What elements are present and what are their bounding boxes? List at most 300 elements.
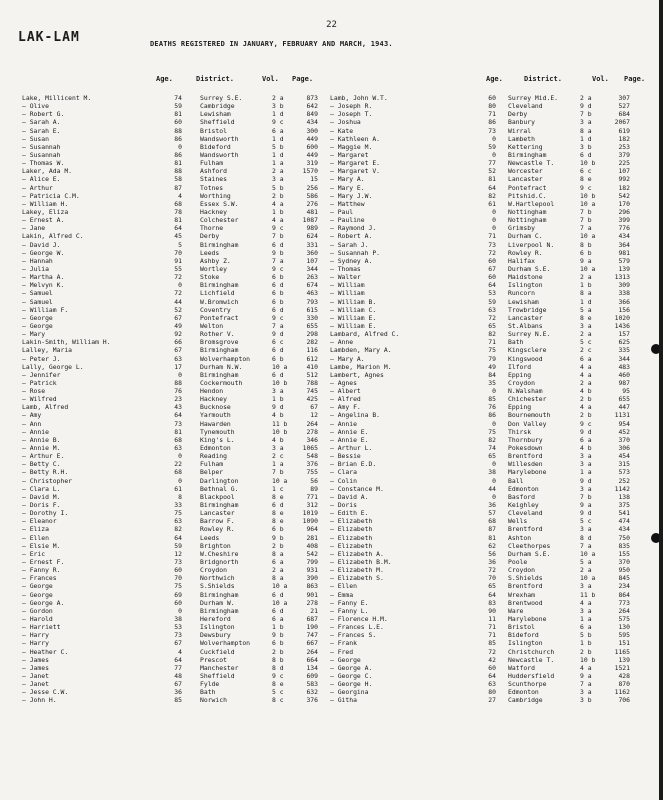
entry-page: 788 [306, 378, 318, 387]
entry-age: 60 [488, 663, 496, 672]
entry-vol: 7 a [580, 541, 592, 550]
entry-district: Derby [508, 110, 528, 119]
entry-page: 1065 [302, 444, 318, 453]
entry-district: Wortley [200, 264, 227, 273]
header-vol-left: Vol. [262, 75, 279, 83]
entry-age: 57 [488, 509, 496, 518]
entry-vol: 3 a [580, 582, 592, 591]
entry-age: 0 [492, 476, 496, 485]
entry-vol: 7 a [580, 224, 592, 233]
entry-vol: 10 b [580, 159, 596, 168]
entry-vol: 6 d [272, 305, 284, 314]
entry-age: 70 [488, 574, 496, 583]
entry-name: — Thomas [330, 264, 361, 273]
entry-age: 81 [174, 159, 182, 168]
entry-age: 86 [488, 411, 496, 420]
page-title: DEATHS REGISTERED IN JANUARY, FEBRUARY AND MARCH, 1943. [150, 40, 393, 48]
entry-vol: 7 a [272, 321, 284, 330]
entry-name: — Susannah [22, 150, 61, 159]
entry-vol: 1 b [272, 623, 284, 632]
header-vol-right: Vol. [592, 75, 609, 83]
entry-vol: 4 a [272, 199, 284, 208]
entry-district: Coventry [200, 305, 231, 314]
entry-page: 376 [306, 460, 318, 469]
entry-age: 72 [488, 313, 496, 322]
entry-vol: 2 a [272, 94, 284, 102]
entry-name: — Brian E.D. [330, 460, 377, 469]
entry-age: 90 [488, 606, 496, 615]
entry-age: 4 [178, 647, 182, 656]
entry-vol: 4 b [272, 411, 284, 420]
entry-district: Sheffield [200, 118, 235, 127]
entry-vol: 3 b [580, 696, 592, 705]
entry-name: — Hannah [22, 256, 53, 265]
entry-name: — Frances L.E. [330, 623, 384, 632]
entry-district: Islington [508, 281, 543, 290]
entry-district: Pitshid.C. [508, 191, 547, 200]
entry-vol: 5 a [580, 305, 592, 314]
entry-district: Pontefract [200, 313, 239, 322]
entry-vol: 3 a [580, 606, 592, 615]
entry-name: — George [22, 590, 53, 599]
entry-vol: 1 a [580, 615, 592, 623]
entry-age: 0 [492, 150, 496, 159]
entry-age: 60 [488, 256, 496, 265]
entry-vol: 2 b [272, 541, 284, 550]
entry-name: — William C. [330, 305, 377, 314]
entry-vol: 1 a [272, 460, 284, 469]
entry-name: — Elizabeth [330, 517, 373, 526]
entry-page: 454 [618, 452, 630, 461]
entry-district: Staines [200, 175, 227, 184]
entry-district: Ashton [508, 533, 532, 542]
entry-age: 43 [174, 403, 182, 412]
entry-vol: 6 b [272, 525, 284, 534]
entry-vol: 6 a [580, 435, 592, 444]
entry-vol: 7 b [580, 492, 592, 501]
entry-vol: 6 a [272, 558, 284, 567]
entry-age: 77 [174, 663, 182, 672]
entry-page: 281 [306, 533, 318, 542]
entry-district: Islington [200, 623, 235, 632]
entry-page: 2067 [614, 118, 630, 127]
entry-vol: 10 a [580, 264, 596, 273]
entry-page: 747 [306, 631, 318, 640]
entry-district: W.Cheshire [200, 549, 239, 558]
entry-page: 600 [306, 142, 318, 151]
entry-vol: 7 a [272, 256, 284, 265]
entry-district: Fylde [200, 680, 220, 689]
entry-district: Tynemouth [200, 427, 235, 436]
entry-district: Birmingham [200, 346, 239, 355]
entry-age: 63 [174, 354, 182, 363]
entry-age: 76 [488, 403, 496, 412]
entry-age: 8 [178, 492, 182, 501]
entry-vol: 4 b [272, 435, 284, 444]
entry-age: 71 [488, 338, 496, 347]
entry-age: 64 [488, 590, 496, 599]
entry-name: — Jane [22, 224, 46, 233]
entry-age: 72 [488, 566, 496, 575]
entry-name: — Doris [330, 501, 357, 510]
entry-vol: 3 a [580, 452, 592, 461]
entry-age: 58 [174, 175, 182, 184]
entry-name: — Anne [330, 338, 354, 347]
entry-name: — Rose [22, 387, 46, 396]
entry-vol: 9 d [272, 330, 284, 339]
entry-name: — Heather C. [22, 647, 69, 656]
entry-district: Durham W. [200, 598, 235, 607]
entry-age: 67 [174, 680, 182, 689]
entry-district: King's L. [200, 435, 235, 444]
entry-page: 864 [618, 590, 630, 599]
entry-page: 370 [618, 435, 630, 444]
entry-page: 155 [618, 549, 630, 558]
entry-vol: 10 a [272, 362, 288, 371]
entry-district: Islington [508, 639, 543, 648]
header-page-right: Page. [624, 75, 646, 83]
entry-name: — Joseph R. [330, 102, 373, 111]
entry-name: Lambard, Alfred C. [330, 330, 400, 339]
entry-page: 583 [306, 680, 318, 689]
entry-district: N.Walsham [508, 387, 543, 396]
entry-district: Ashford [200, 167, 227, 176]
entry-district: Nottingham [508, 216, 547, 225]
entry-name: — Olive [22, 102, 49, 111]
entry-name: — Arthur E. [22, 452, 65, 461]
entry-age: 61 [174, 484, 182, 493]
entry-age: 87 [174, 183, 182, 192]
entry-age: 85 [488, 395, 496, 404]
entry-page: 256 [306, 183, 318, 192]
entry-district: Croydon [508, 566, 535, 575]
entry-vol: 6 d [272, 370, 284, 379]
entry-page: 15 [310, 175, 318, 184]
entry-district: Nottingham [508, 207, 547, 216]
entry-name: — Robert A. [330, 232, 373, 241]
entry-name: — Elizabeth [330, 533, 373, 542]
entry-district: Pontefract [508, 183, 547, 192]
entry-district: Bromsgrove [200, 338, 239, 347]
entry-district: Durham C. [508, 232, 543, 241]
entry-district: Epping [508, 370, 532, 379]
entry-vol: 10 a [580, 574, 596, 583]
entry-name: — Susannah P. [330, 248, 381, 257]
entry-district: Surrey Mid.E. [508, 94, 559, 102]
entry-vol: 3 b [580, 142, 592, 151]
entry-vol: 4 a [580, 370, 592, 379]
entry-age: 71 [488, 232, 496, 241]
entry-name: — William [330, 289, 365, 298]
entry-age: 75 [488, 346, 496, 355]
entry-name: — Ernest F. [22, 558, 65, 567]
entry-vol: 8 b [580, 240, 592, 249]
entry-vol: 2 a [580, 566, 592, 575]
entry-age: 86 [174, 134, 182, 143]
entry-page: 264 [618, 606, 630, 615]
entry-age: 67 [174, 346, 182, 355]
entry-name: Lambden, Mary A. [330, 346, 392, 355]
entry-age: 81 [488, 175, 496, 184]
entry-vol: 3 a [580, 525, 592, 534]
entry-vol: 8 d [580, 533, 592, 542]
entry-name: — Elizabeth [330, 525, 373, 534]
entry-vol: 4 a [580, 598, 592, 607]
entry-page: 1019 [302, 509, 318, 518]
entry-age: 75 [174, 582, 182, 591]
entry-name: — Albert [330, 387, 361, 396]
entry-district: Edmonton [508, 484, 539, 493]
entry-name: — Ann [22, 419, 42, 428]
entry-page: 344 [618, 354, 630, 363]
entry-district: Welton [200, 321, 224, 330]
entry-vol: 1 b [580, 281, 592, 290]
entry-district: Willesden [508, 460, 543, 469]
entry-page: 252 [618, 476, 630, 485]
entry-name: Lamb, John W.T. [330, 94, 388, 102]
entry-district: Keighley [508, 501, 539, 510]
entry-district: Wrexham [508, 590, 535, 599]
entry-name: — Kathleen A. [330, 134, 381, 143]
entry-name: Lakin-Smith, William H. [22, 338, 111, 347]
entry-name: — Arthur [22, 183, 53, 192]
entry-age: 0 [178, 281, 182, 290]
entry-name: — Sydney A. [330, 256, 373, 265]
entry-page: 873 [306, 94, 318, 102]
entry-district: Wirral [508, 126, 532, 135]
header-district-left: District. [196, 75, 234, 83]
entry-age: 45 [174, 232, 182, 241]
entry-vol: 1 b [580, 639, 592, 648]
entry-vol: 8 e [580, 313, 592, 322]
entry-page: 527 [618, 102, 630, 111]
entry-vol: 4 b [580, 387, 592, 396]
entry-district: S.Shields [200, 582, 235, 591]
entry-name: — John H. [22, 696, 57, 705]
entry-district: Brighton [200, 541, 231, 550]
entry-name: — James [22, 663, 49, 672]
entry-vol: 4 a [580, 403, 592, 412]
entry-district: Bournemouth [508, 411, 551, 420]
entry-name: — Kate [330, 126, 354, 135]
entry-district: Blackpool [200, 492, 235, 501]
entry-district: W.Hartlepool [508, 199, 555, 208]
entry-vol: 6 d [272, 501, 284, 510]
entry-page: 309 [618, 281, 630, 290]
entry-page: 463 [306, 289, 318, 298]
entry-age: 92 [174, 330, 182, 339]
entry-name: — Annie E. [330, 427, 369, 436]
entry-page: 863 [306, 582, 318, 591]
entry-vol: 1 b [272, 207, 284, 216]
entry-age: 65 [488, 321, 496, 330]
entry-page: 151 [618, 639, 630, 648]
entry-district: Bridgnorth [200, 558, 239, 567]
entry-age: 78 [174, 207, 182, 216]
entry-age: 64 [174, 533, 182, 542]
entry-page: 964 [306, 525, 318, 534]
entry-district: Cleveland [508, 102, 543, 111]
entry-age: 59 [174, 541, 182, 550]
entry-district: Bethnal G. [200, 484, 239, 493]
entry-district: W.Bromwich [200, 297, 239, 306]
entry-district: Hackney [200, 207, 227, 216]
entry-page: 67 [310, 403, 318, 412]
entry-district: Cleethorpes [508, 541, 551, 550]
entry-page: 460 [618, 370, 630, 379]
entry-district: Fulham [200, 460, 224, 469]
entry-vol: 10 a [580, 549, 596, 558]
entry-district: Thirsk [508, 427, 532, 436]
entry-name: — Patrick [22, 378, 57, 387]
entry-vol: 6 c [272, 338, 284, 347]
entry-vol: 9 d [272, 403, 284, 412]
entry-name: — Eric [22, 549, 46, 558]
entry-age: 73 [174, 631, 182, 640]
entry-district: Lewisham [200, 110, 231, 119]
entry-age: 68 [488, 517, 496, 526]
entry-vol: 6 a [580, 354, 592, 363]
entry-district: Wolverhampton [200, 354, 251, 363]
entry-vol: 6 b [272, 297, 284, 306]
entry-page: 542 [618, 191, 630, 200]
entry-district: Rowley R. [200, 525, 235, 534]
entry-district: Prescot [200, 655, 227, 664]
entry-vol: 9 d [580, 427, 592, 436]
entry-vol: 7 b [580, 216, 592, 225]
entry-district: S.Shields [508, 574, 543, 583]
entry-page: 234 [618, 582, 630, 591]
entry-name: — Julia [22, 264, 49, 273]
entry-age: 59 [488, 297, 496, 306]
entry-page: 845 [618, 574, 630, 583]
entry-age: 87 [488, 525, 496, 534]
entry-age: 0 [492, 207, 496, 216]
entry-name: — Peter J. [22, 354, 61, 363]
entry-vol: 8 e [272, 509, 284, 518]
entry-page: 12 [310, 411, 318, 420]
entry-page: 399 [618, 216, 630, 225]
entry-district: Rowley R. [508, 248, 543, 257]
entry-page: 170 [618, 199, 630, 208]
entry-age: 81 [174, 427, 182, 436]
entry-name: — Elsie M. [22, 541, 61, 550]
entry-vol: 8 a [272, 549, 284, 558]
entry-district: Lichfield [200, 289, 235, 298]
entry-age: 60 [488, 273, 496, 282]
entry-name: — Pauline [330, 216, 365, 225]
entry-district: Wells [508, 517, 528, 526]
page-edge-shadow [659, 0, 663, 800]
entry-district: Cleveland [508, 509, 543, 518]
entry-name: Lakin, Alfred C. [22, 232, 84, 241]
entry-name: — Agnes [330, 378, 357, 387]
entry-age: 0 [492, 419, 496, 428]
entry-name: — Janet [22, 680, 49, 689]
entry-age: 73 [174, 419, 182, 428]
entry-page: 586 [306, 191, 318, 200]
entry-district: Marylebone [508, 615, 547, 623]
entry-name: — Alice E. [22, 175, 61, 184]
entry-vol: 9 d [580, 476, 592, 485]
entry-age: 77 [488, 159, 496, 168]
entry-vol: 6 b [272, 273, 284, 282]
entry-district: Leeds [200, 248, 220, 257]
entry-page: 481 [306, 207, 318, 216]
entry-page: 542 [306, 549, 318, 558]
entry-page: 190 [306, 623, 318, 632]
entry-page: 138 [618, 492, 630, 501]
entry-vol: 10 b [272, 378, 288, 387]
entry-page: 263 [306, 273, 318, 282]
entry-age: 86 [174, 150, 182, 159]
entry-age: 60 [174, 566, 182, 575]
entry-district: Ilford [508, 362, 532, 371]
entry-district: Brentford [508, 452, 543, 461]
entry-district: Grimsby [508, 224, 535, 233]
entry-vol: 5 c [272, 688, 284, 697]
entry-page: 156 [618, 305, 630, 314]
entry-name: — George [22, 321, 53, 330]
entry-age: 5 [178, 240, 182, 249]
entry-page: 452 [618, 427, 630, 436]
entry-name: — Wilfred [22, 395, 57, 404]
entry-district: Christchurch [508, 647, 555, 656]
entry-district: Hawarden [200, 419, 231, 428]
entry-age: 60 [488, 94, 496, 102]
entry-age: 73 [174, 558, 182, 567]
entry-age: 67 [174, 313, 182, 322]
entry-name: — Janet [22, 671, 49, 680]
entry-age: 86 [488, 118, 496, 127]
entry-name: — Ellen [330, 582, 357, 591]
entry-vol: 8 c [272, 696, 284, 705]
entry-district: Yarmouth [200, 411, 231, 420]
entry-name: — Bessie [330, 452, 361, 461]
entry-name: — George A. [22, 598, 65, 607]
entry-age: 0 [492, 134, 496, 143]
entry-name: — Colin [330, 476, 357, 485]
entry-age: 88 [174, 378, 182, 387]
entry-vol: 2 a [580, 273, 592, 282]
entry-district: Durham S.E. [508, 549, 551, 558]
entry-age: 49 [488, 362, 496, 371]
entry-page: 664 [306, 655, 318, 664]
entry-vol: 10 a [580, 199, 596, 208]
entry-name: — Betty R.H. [22, 468, 69, 477]
entry-name: — David J. [22, 240, 61, 249]
entry-page: 408 [306, 541, 318, 550]
entry-vol: 2 a [580, 378, 592, 387]
entry-district: Leeds [200, 533, 220, 542]
entry-district: Rother V. [200, 330, 235, 339]
entry-district: Hackney [200, 395, 227, 404]
entry-district: Surrey N.E. [508, 330, 551, 339]
entry-name: — Doris F. [22, 501, 61, 510]
entry-page: 346 [306, 435, 318, 444]
entry-vol: 2 b [272, 647, 284, 656]
entry-name: — Mary E. [330, 183, 365, 192]
entry-district: Bath [200, 688, 216, 697]
entry-name: Lambe, Marion M. [330, 362, 392, 371]
entry-vol: 8 e [272, 492, 284, 501]
entry-district: Belper [200, 468, 224, 477]
entry-vol: 7 b [272, 468, 284, 477]
entry-page: 474 [618, 517, 630, 526]
entry-age: 55 [174, 264, 182, 273]
entry-name: — Ernest A. [22, 216, 65, 225]
entry-page: 89 [310, 484, 318, 493]
